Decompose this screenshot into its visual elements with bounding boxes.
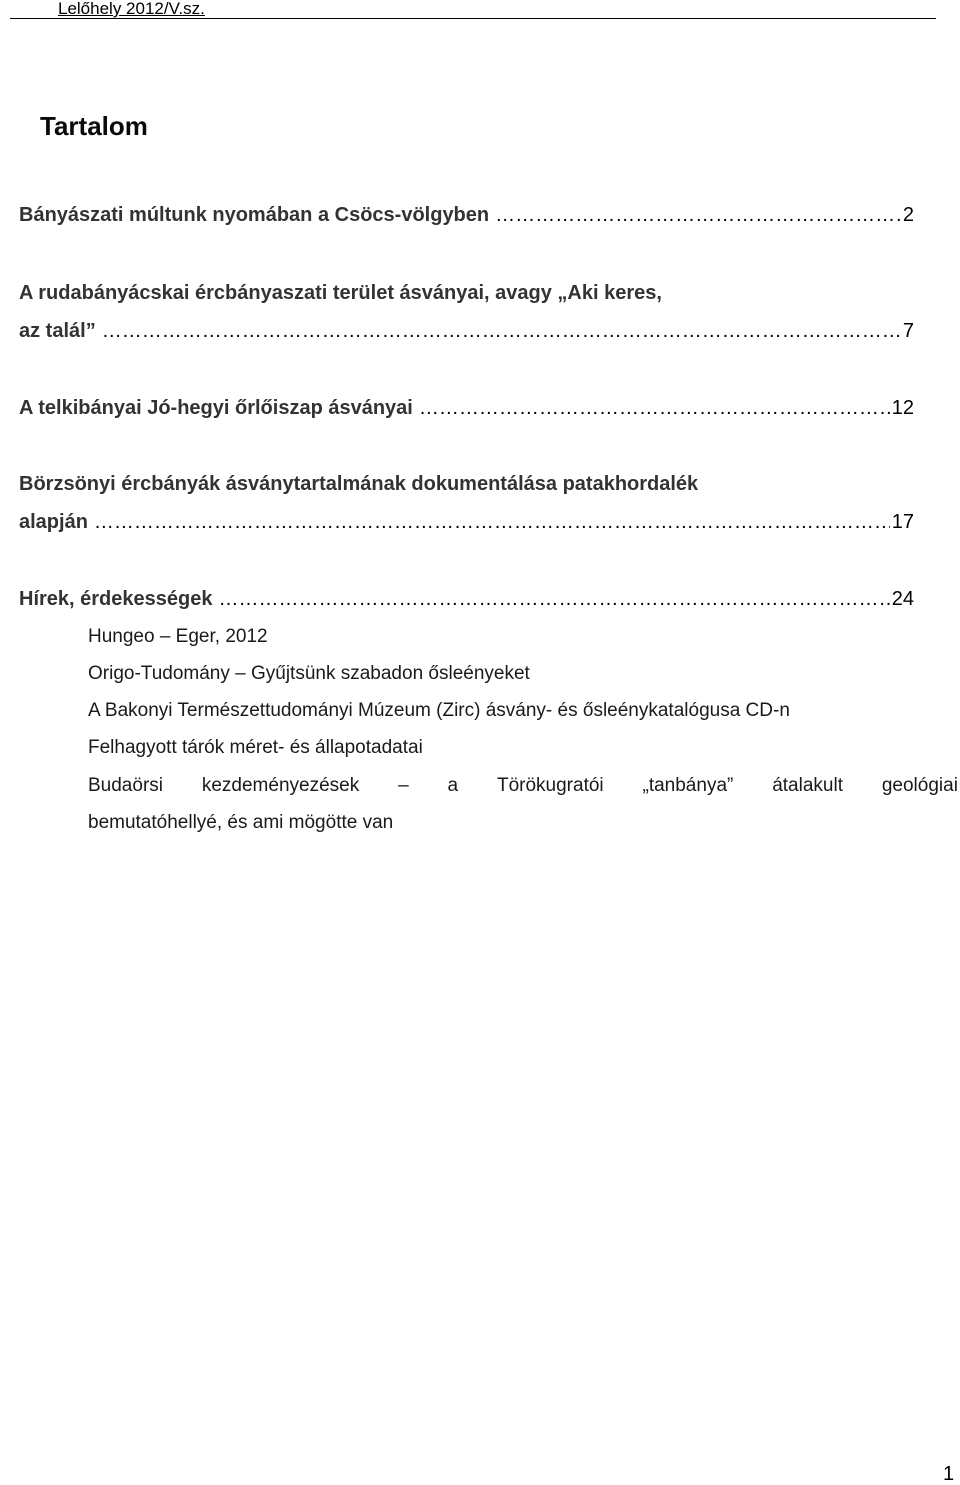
- toc-dot-leader: [495, 196, 901, 234]
- toc-dot-leader: [94, 503, 890, 541]
- toc-dot-leader: [218, 580, 889, 618]
- page-number: 1: [943, 1463, 955, 1485]
- page-title: Tartalom: [40, 111, 148, 141]
- news-word: –: [398, 775, 409, 796]
- toc-page-number: 12: [891, 397, 914, 419]
- toc-entry-title: A rudabányácskai ércbányaszati terület ásványai, avagy „Aki keres,: [19, 282, 662, 304]
- news-item-justified-line: [88, 767, 958, 804]
- news-word: kezdeményezések: [201, 775, 360, 796]
- running-title: Lelőhely 2012/V.sz.: [58, 0, 205, 18]
- toc-entry-title-continued: alapján: [19, 511, 88, 533]
- toc-entry[interactable]: [19, 196, 914, 234]
- news-item: Felhagyott tárók méret- és állapotadatai: [88, 737, 423, 758]
- toc-entry[interactable]: [19, 389, 914, 427]
- news-item-continuation: bemutatóhellyé, és ami mögötte van: [88, 812, 394, 833]
- toc-dot-leader: [102, 312, 901, 350]
- toc-page-number: 7: [902, 320, 914, 342]
- news-word: geológiai: [881, 775, 958, 796]
- toc-entry[interactable]: [19, 580, 914, 618]
- news-word: „tanbánya”: [642, 775, 734, 796]
- toc-page-number: 2: [902, 204, 914, 226]
- news-item: A Bakonyi Természettudományi Múzeum (Zirc) ásvány- és ősleénykatalógusa CD-n: [88, 700, 790, 721]
- toc-page-number: 24: [891, 588, 914, 610]
- toc-entry-title-continued: az talál”: [19, 320, 96, 342]
- toc-entry[interactable]: [19, 465, 914, 541]
- news-word: a: [447, 775, 459, 796]
- news-word: Törökugratói: [496, 775, 604, 796]
- news-item: Origo-Tudomány – Gyűjtsünk szabadon ősleényeket: [88, 663, 530, 684]
- news-word: Budaörsi: [88, 775, 163, 796]
- page-header: [10, 0, 936, 19]
- toc-page-number: 17: [891, 511, 914, 533]
- news-item: Hungeo – Eger, 2012: [88, 626, 268, 647]
- news-word: átalakult: [772, 775, 843, 796]
- toc-entry-title: Bányászati múltunk nyomában a Csöcs-völgyben: [19, 204, 490, 226]
- toc-entry-title: Börzsönyi ércbányák ásványtartalmának dokumentálása patakhordalék: [19, 473, 699, 495]
- toc-entry[interactable]: [19, 274, 914, 350]
- toc-entry-title: A telkibányai Jó-hegyi őrlőiszap ásványai: [19, 397, 413, 419]
- toc-entry-title: Hírek, érdekességek: [19, 588, 213, 610]
- toc-dot-leader: [419, 389, 890, 427]
